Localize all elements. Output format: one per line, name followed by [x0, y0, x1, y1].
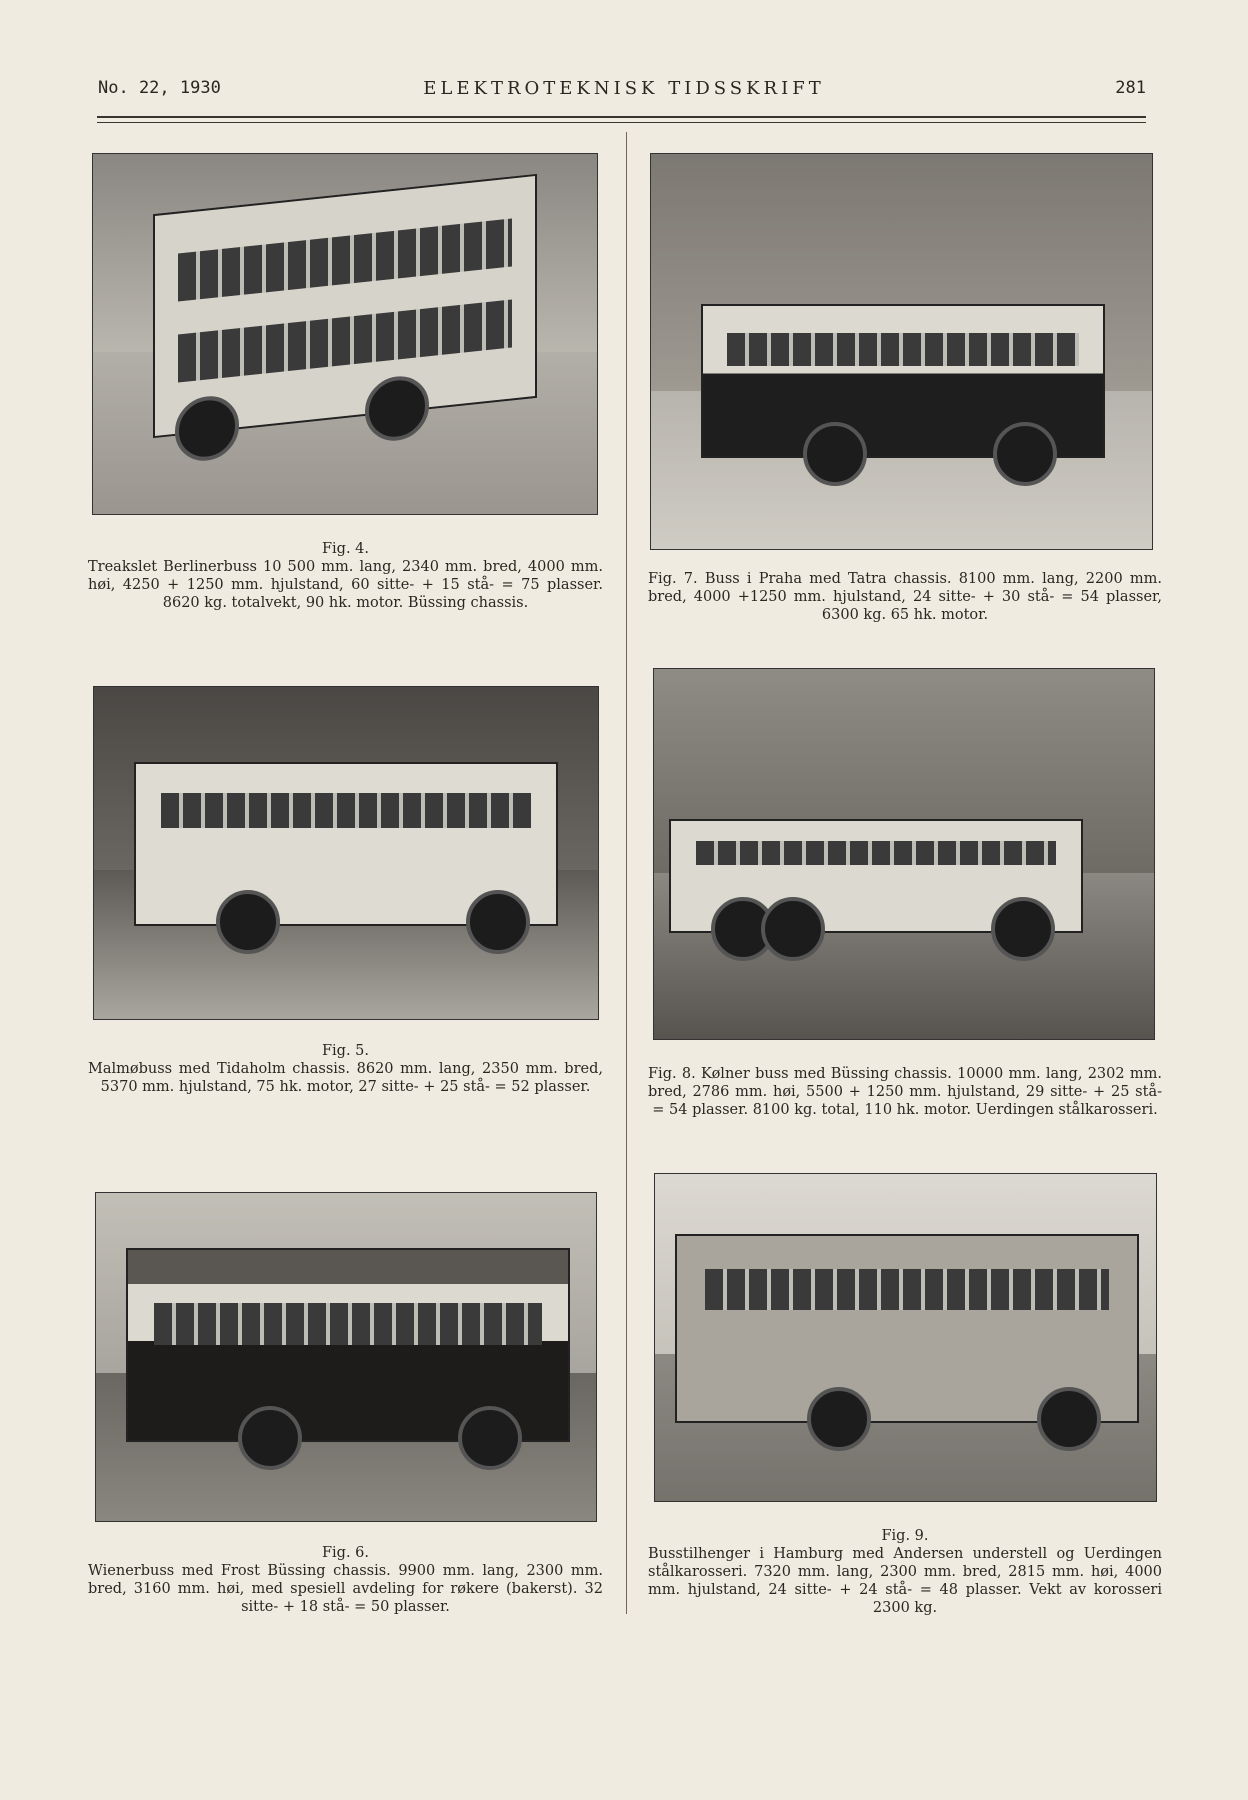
caption-text: Buss i Praha med Tatra chassis. 8100 mm. lang, 2200 mm. bred, 4000 +1250 mm. hjulstand, 24 sitte- + 30 stå- = 54 plasser, 6300 kg. 65 hk. motor.	[648, 571, 1162, 623]
caption-text: Wienerbuss med Frost Büssing chassis. 9900 mm. lang, 2300 mm. bred, 3160 mm. høi, med spesiell avdeling for røkere (bakerst). 32 sitte- + 18 stå- = 50 plasser.	[88, 1563, 603, 1615]
caption-text: Malmøbuss med Tidaholm chassis. 8620 mm. lang, 2350 mm. bred, 5370 mm. hjulstand, 75 hk. motor, 27 sitte- + 25 stå- = 52 plasser.	[88, 1061, 603, 1095]
column-divider	[626, 132, 627, 1614]
photo-fig4-double-decker-bus	[92, 153, 598, 515]
photo-fig5-malmo-bus	[93, 686, 599, 1020]
caption-fig6	[88, 1544, 603, 1616]
fig-label: Fig. 9.	[881, 1528, 929, 1544]
fig-label: Fig. 5.	[321, 1043, 370, 1059]
fig-label: Fig. 7.	[648, 571, 698, 587]
photo-fig7-prague-bus	[650, 153, 1153, 550]
photo-fig8-cologne-bus	[653, 668, 1155, 1040]
caption-text: Kølner buss med Büssing chassis. 10000 mm. lang, 2302 mm. bred, 2786 mm. høi, 5500 + 1250 mm. hjulstand, 29 sitte- + 25 stå- = 54 plasser. 8100 kg. total, 110 hk. motor. Uerdingen stålkarosseri.	[648, 1066, 1162, 1118]
caption-fig4	[88, 540, 603, 612]
header-rule	[97, 116, 1146, 123]
fig-label: Fig. 8.	[648, 1066, 696, 1082]
caption-fig5	[88, 1042, 603, 1096]
journal-title: ELEKTROTEKNISK TIDSSKRIFT	[423, 78, 825, 99]
caption-text: Treakslet Berlinerbuss 10 500 mm. lang, 2340 mm. bred, 4000 mm. høi, 4250 + 1250 mm. hjulstand, 60 sitte- + 15 stå- = 75 plasser. 8620 kg. totalvekt, 90 hk. motor. Büssing chassis.	[88, 559, 603, 611]
page-number: 281	[1115, 78, 1146, 98]
caption-fig7	[648, 570, 1162, 624]
caption-fig8	[648, 1065, 1162, 1119]
caption-text: Busstilhenger i Hamburg med Andersen understell og Uerdingen stålkarosseri. 7320 mm. lang, 2300 mm. bred, 2815 mm. høi, 4000 mm. hjulstand, 24 sitte- + 24 stå- = 48 plasser. Vekt av korosseri 2300 kg.	[648, 1546, 1162, 1616]
photo-fig9-hamburg-trailer	[654, 1173, 1157, 1502]
fig-label: Fig. 4.	[321, 541, 370, 557]
fig-label: Fig. 6.	[321, 1545, 370, 1561]
photo-fig6-vienna-bus	[95, 1192, 597, 1522]
caption-fig9	[648, 1527, 1162, 1617]
issue-number: No. 22, 1930	[98, 78, 221, 98]
